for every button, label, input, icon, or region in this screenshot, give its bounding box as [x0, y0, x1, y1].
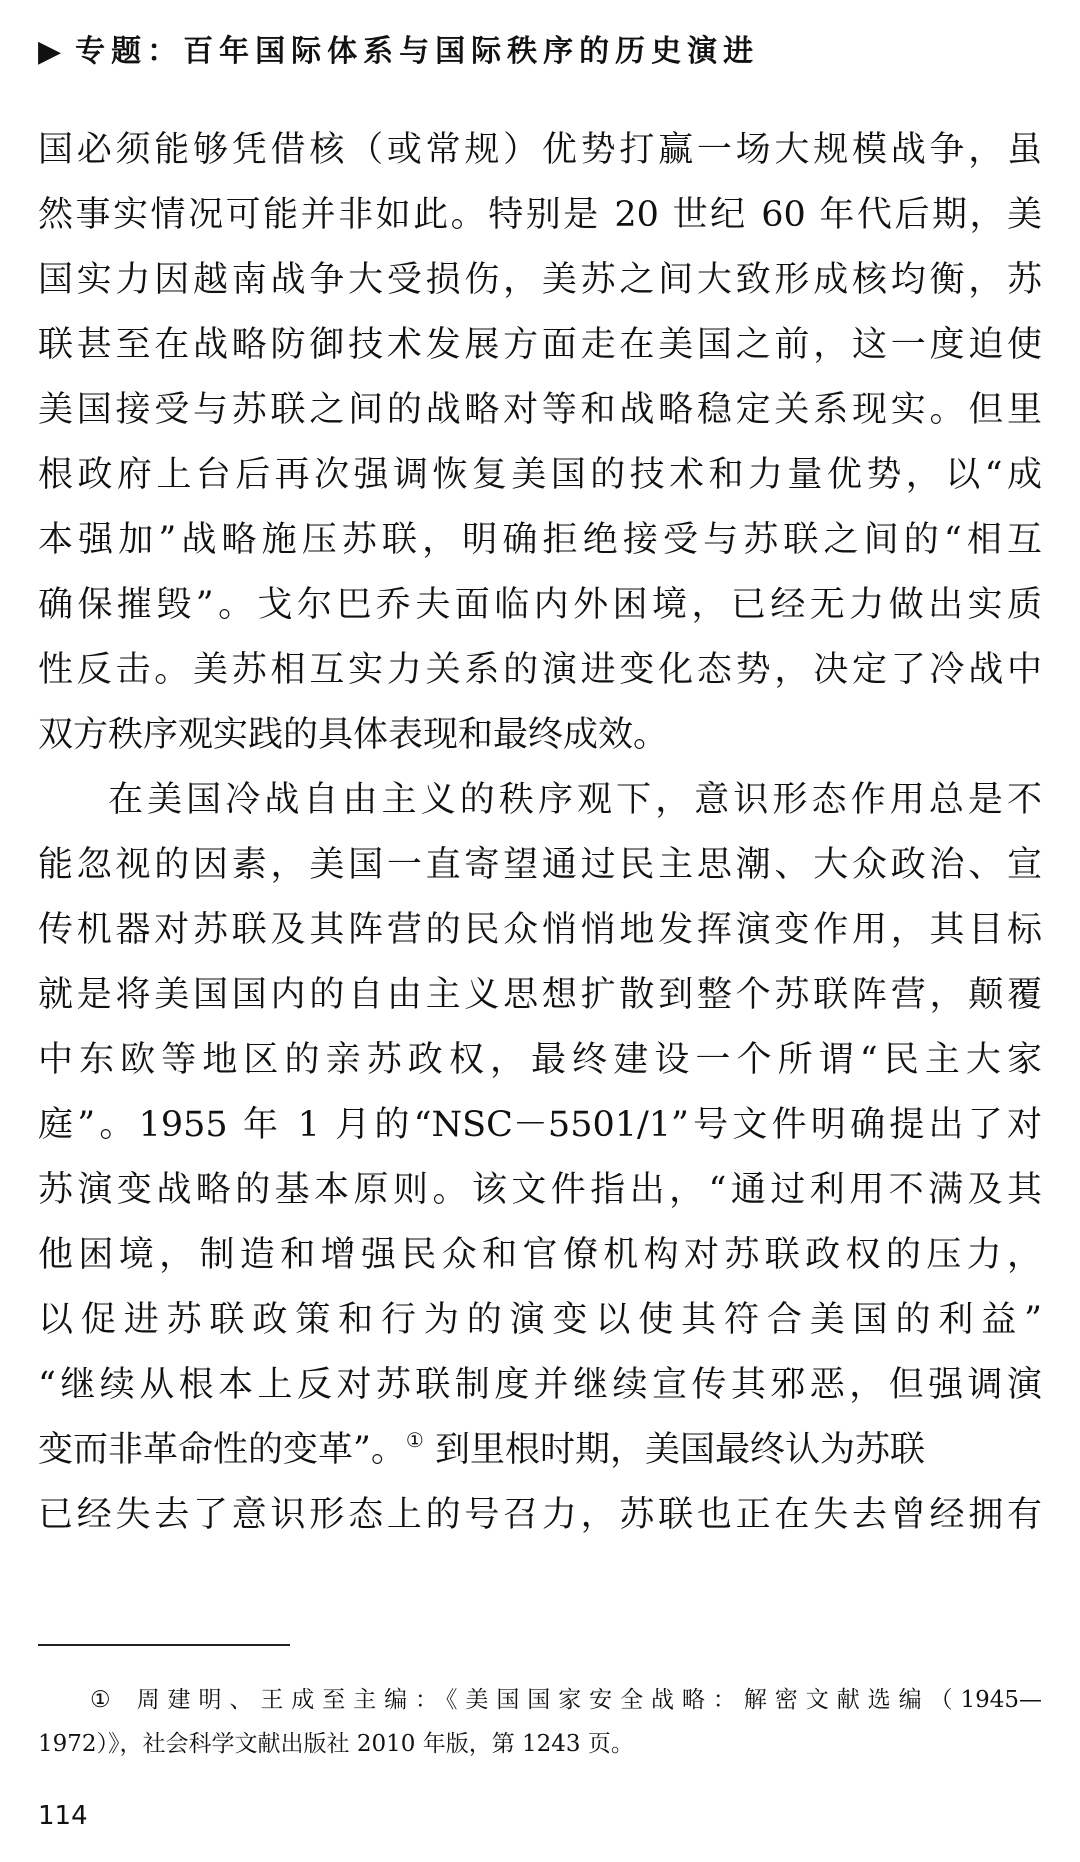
text-line: 以促进苏联政策和行为的演变以使其符合美国的利益”: [38, 1300, 1042, 1340]
text-line: 根政府上台后再次强调恢复美国的技术和力量优势，以“成: [38, 455, 1042, 495]
text-line: 国必须能够凭借核（或常规）优势打赢一场大规模战争，虽: [38, 130, 1042, 170]
text-line: 在美国冷战自由主义的秩序观下，意识形态作用总是不: [108, 780, 1042, 820]
text-line: 双方秩序观实践的具体表现和最终成效。: [38, 715, 669, 755]
running-header: [38, 30, 759, 74]
footnote-text: 周建明、王成至主编：《美国国家安全战略：解密文献选编（1945—: [136, 1687, 1042, 1713]
text-segment: 变而非革命性的变革”。: [38, 1430, 406, 1470]
text-line: [38, 1418, 1042, 1483]
text-segment: 到里根时期，美国最终认为苏联: [434, 1430, 925, 1470]
text-line: 确保摧毁”。戈尔巴乔夫面临内外困境，已经无力做出实质: [38, 585, 1042, 625]
text-line: 中东欧等地区的亲苏政权，最终建设一个所谓“民主大家: [38, 1040, 1042, 1080]
footnote: [38, 1678, 1042, 1766]
text-line: 美国接受与苏联之间的战略对等和战略稳定关系现实。但里: [38, 390, 1042, 430]
text-line: “继续从根本上反对苏联制度并继续宣传其邪恶，但强调演: [38, 1365, 1042, 1405]
text-line: 庭”。1955 年 1 月的“NSC－5501/1”号文件明确提出了对: [38, 1105, 1042, 1145]
footnote-reference[interactable]: ①: [405, 1428, 424, 1452]
text-line: 传机器对苏联及其阵营的民众悄悄地发挥演变作用，其目标: [38, 910, 1042, 950]
body-text: [38, 118, 1042, 1548]
text-line: 苏演变战略的基本原则。该文件指出，“通过利用不满及其: [38, 1170, 1042, 1210]
footnote-line: [38, 1678, 1042, 1722]
footnote-number: ①: [90, 1687, 119, 1713]
text-line: 本强加”战略施压苏联，明确拒绝接受与苏联之间的“相互: [38, 520, 1042, 560]
text-line: 他困境，制造和增强民众和官僚机构对苏联政权的压力，: [38, 1235, 1042, 1275]
text-line: 性反击。美苏相互实力关系的演进变化态势，决定了冷战中: [38, 650, 1042, 690]
text-line: 然事实情况可能并非如此。特别是 20 世纪 60 年代后期，美: [38, 195, 1042, 235]
text-line: 就是将美国国内的自由主义思想扩散到整个苏联阵营，颠覆: [38, 975, 1042, 1015]
text-line: 国实力因越南战争大受损伤，美苏之间大致形成核均衡，苏: [38, 260, 1042, 300]
text-line: 能忽视的因素，美国一直寄望通过民主思潮、大众政治、宣: [38, 845, 1042, 885]
footnote-line: 1972）》，社会科学文献出版社 2010 年版，第 1243 页。: [38, 1731, 634, 1757]
running-header-title: 专题：百年国际体系与国际秩序的历史演进: [75, 34, 760, 69]
footnote-divider: [38, 1644, 290, 1646]
page-number: 114: [38, 1801, 88, 1831]
triangle-marker-icon: ▶: [38, 34, 62, 69]
text-line: 已经失去了意识形态上的号召力，苏联也正在失去曾经拥有: [38, 1495, 1042, 1535]
text-line: 联甚至在战略防御技术发展方面走在美国之前，这一度迫使: [38, 325, 1042, 365]
